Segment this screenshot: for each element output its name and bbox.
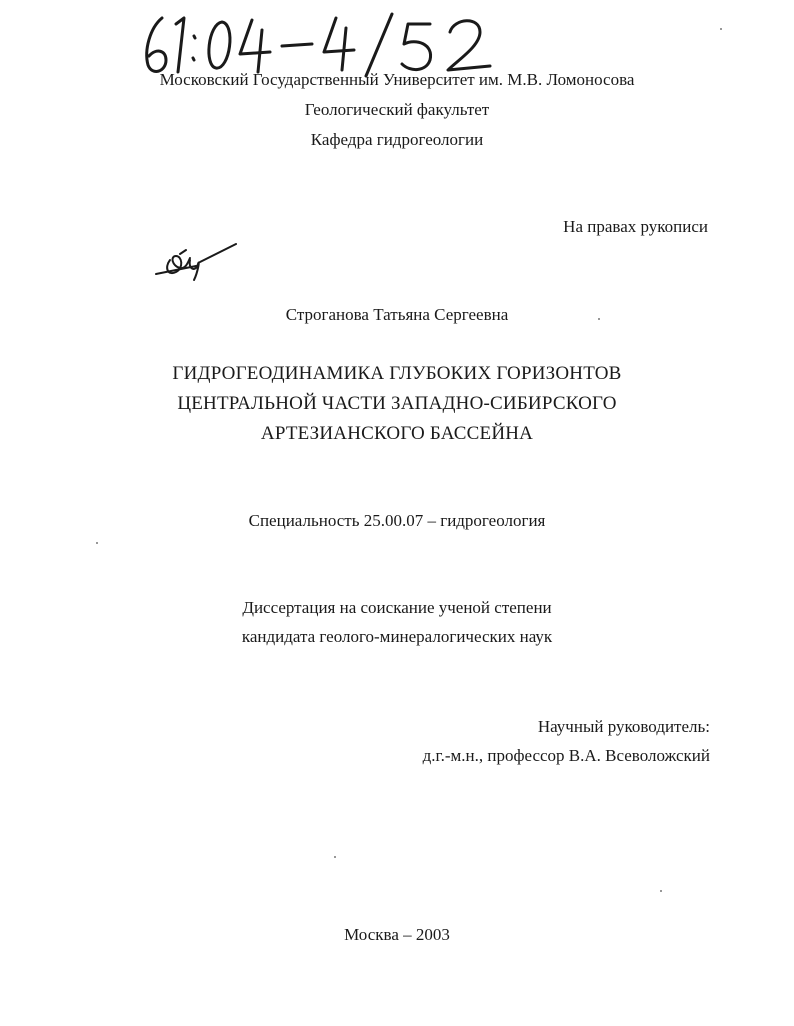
thesis-title-line-3: АРТЕЗИАНСКОГО БАССЕЙНА xyxy=(260,423,534,444)
signature-icon xyxy=(150,238,240,283)
supervisor-name: д.г.-м.н., профессор В.А. Всеволожский xyxy=(422,746,710,765)
city-year: Москва – 2003 xyxy=(344,925,450,944)
faculty-name: Геологический факультет xyxy=(304,100,490,119)
scan-speck xyxy=(96,542,98,544)
university-name: Московский Государственный Университет им. М.В. Ломоносова xyxy=(159,70,635,89)
department-name: Кафедра гидрогеологии xyxy=(310,130,484,149)
scan-speck xyxy=(598,318,600,320)
supervisor-label: Научный руководитель: xyxy=(537,717,710,736)
scan-speck xyxy=(660,890,662,892)
dissertation-line-2: кандидата геолого-минералогических наук xyxy=(241,627,553,646)
specialty: Специальность 25.00.07 – гидрогеология xyxy=(248,511,546,530)
scan-speck xyxy=(334,856,336,858)
thesis-title-line-2: ЦЕНТРАЛЬНОЙ ЧАСТИ ЗАПАДНО-СИБИРСКОГО xyxy=(177,393,617,414)
manuscript-rights: На правах рукописи xyxy=(563,217,708,236)
scan-speck xyxy=(720,28,722,30)
dissertation-line-1: Диссертация на соискание ученой степени xyxy=(242,598,552,617)
author-name: Строганова Татьяна Сергеевна xyxy=(285,305,509,324)
thesis-title-line-1: ГИДРОГЕОДИНАМИКА ГЛУБОКИХ ГОРИЗОНТОВ xyxy=(172,363,622,384)
